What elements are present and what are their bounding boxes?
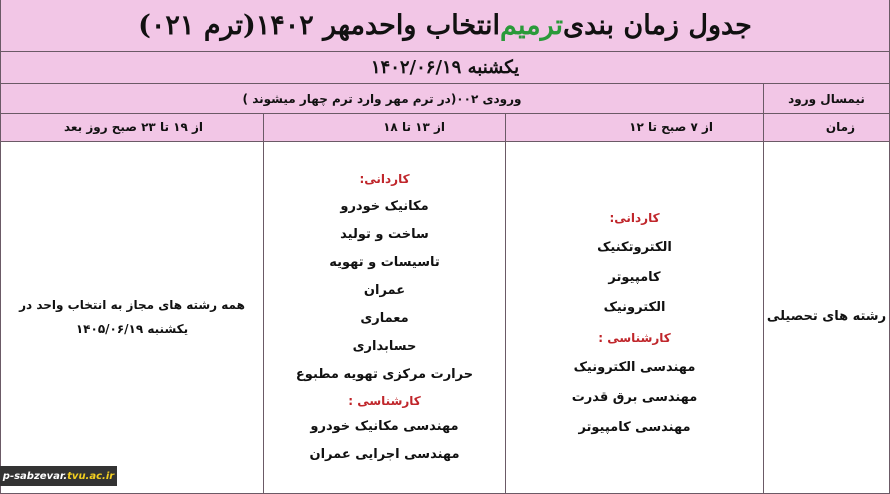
title-highlight: ترمیم [500, 10, 564, 41]
list-item: حسابداری [352, 339, 417, 354]
divider [1, 113, 889, 114]
list-item: حرارت مرکزی تهویه مطبوع [295, 367, 474, 382]
fields-col-2 [263, 141, 505, 493]
watermark-domain: tvu.ac.ir [67, 470, 115, 482]
entry-value: ورودی ۰۰۲(در ترم مهر وارد ترم چهار میشوند ) [242, 91, 522, 106]
col3-line1: همه رشته های مجاز به انتخاب واحد در [19, 298, 245, 312]
list-item: مهندسی الکترونیک [573, 360, 696, 375]
time-slot-1: از ۷ صبح تا ۱۲ [629, 120, 713, 134]
time-label: زمان [825, 120, 855, 134]
time-label-cell [763, 113, 889, 141]
list-item: تاسیسات و تهویه [329, 255, 440, 270]
col3-line2: یکشنبه ۱۴۰۵/۰۶/۱۹ [75, 322, 189, 336]
time-slot-1-cell [505, 113, 763, 141]
fields-col-3 [1, 141, 263, 493]
time-slot-3: از ۱۹ تا ۲۳ صبح روز بعد [63, 120, 203, 134]
fields-label-cell [763, 141, 889, 493]
col1-heading-associate: کاردانی: [609, 211, 660, 225]
entry-label: نیمسال ورود [788, 91, 865, 106]
list-item: الکترونیک [603, 300, 666, 315]
col2-heading-bachelor: کارشناسی : [348, 394, 421, 408]
col2-heading-associate: کاردانی: [359, 172, 410, 186]
title-part1: جدول زمان بندی [563, 10, 752, 41]
entry-label-cell [763, 84, 889, 113]
list-item: مهندسی برق قدرت [571, 390, 698, 405]
list-item: مهندسی اجرایی عمران [309, 447, 460, 462]
col1-heading-bachelor: کارشناسی : [598, 331, 671, 345]
exam-date: یکشنبه ۱۴۰۲/۰۶/۱۹ [1, 52, 889, 84]
site-watermark [0, 466, 117, 486]
list-item: مهندسی کامپیوتر [578, 420, 691, 435]
divider [1, 141, 889, 142]
fields-label: رشته های تحصیلی [766, 309, 887, 324]
list-item: الکتروتکنیک [597, 240, 672, 255]
divider [763, 84, 764, 493]
list-item: معماری [360, 311, 409, 326]
divider [505, 113, 506, 493]
time-slot-2-cell [263, 113, 505, 141]
time-slot-2: از ۱۳ تا ۱۸ [383, 120, 445, 134]
list-item: ساخت و تولید [340, 227, 429, 242]
watermark-prefix: p-sabzevar. [2, 470, 68, 482]
title-part2: انتخاب واحدمهر ۱۴۰۲(ترم ۰۲۱) [138, 10, 501, 41]
list-item: مهندسی مکانیک خودرو [310, 419, 459, 434]
entry-value-cell [1, 84, 763, 113]
list-item: مکانیک خودرو [340, 199, 429, 214]
page-title [1, 0, 889, 52]
list-item: کامپیوتر [608, 270, 661, 285]
divider [263, 113, 264, 493]
fields-col-1 [505, 141, 763, 493]
time-slot-3-cell [1, 113, 263, 141]
list-item: عمران [363, 283, 406, 298]
